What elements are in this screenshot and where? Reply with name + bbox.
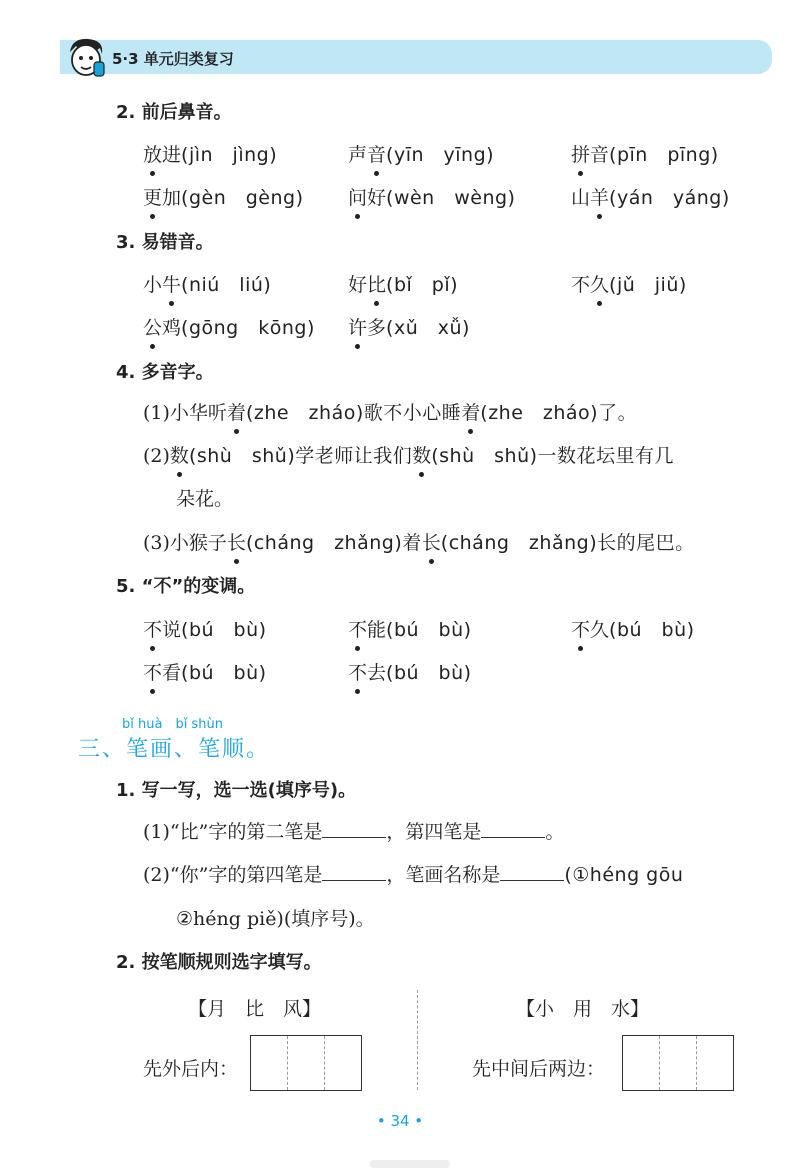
heading-stroke-order-fill: 2. 按笔顺规则选字填写。: [116, 952, 322, 973]
page-shadow: [370, 1160, 450, 1168]
fill-line: (1)“比”字的第二笔是 ，第四笔是 。: [143, 821, 565, 843]
student-mascot-icon: [64, 36, 108, 82]
word-item: 声音(yīn yīng): [348, 140, 494, 167]
heading-polyphonic: 4. 多音字。: [116, 362, 214, 383]
answer-blank[interactable]: [500, 862, 564, 881]
heading-write-choose: 1. 写一写，选一选(填序号)。: [116, 780, 357, 801]
grid-cell[interactable]: [623, 1036, 659, 1090]
heading-easy-mistakes: 3. 易错音。: [116, 232, 214, 253]
word-item: 问好(wèn wèng): [348, 183, 515, 210]
section-three-title: 三、笔画、笔顺。: [78, 737, 271, 762]
header-title: 5·3 单元归类复习: [112, 50, 234, 68]
grid-cell[interactable]: [696, 1036, 733, 1090]
grid-cell[interactable]: [287, 1036, 324, 1090]
word-item: 许多(xǔ xǚ): [348, 313, 470, 340]
section-three-pinyin: bǐ huà bǐ shùn: [122, 717, 223, 732]
answer-grid-left[interactable]: [250, 1035, 362, 1091]
heading-bu-tone-change: 5. “不”的变调。: [116, 576, 256, 597]
fill-line: (2)“你”字的第四笔是 ，笔画名称是 (①héng gōu: [143, 864, 684, 886]
answer-blank[interactable]: [481, 819, 545, 838]
word-item: 不去(bú bù): [348, 658, 472, 685]
word-item: 拼音(pīn pīng): [571, 140, 719, 167]
word-item: 好比(bǐ pǐ): [348, 270, 458, 297]
fill-line: ②héng piě)(填序号)。: [176, 908, 375, 930]
word-item: 不说(bú bù): [143, 615, 267, 642]
heading-nasal-finals: 2. 前后鼻音。: [116, 102, 232, 123]
answer-blank[interactable]: [322, 819, 386, 838]
char-choices-right: 【小 用 水】: [516, 998, 650, 1020]
grid-cell[interactable]: [659, 1036, 696, 1090]
answer-blank[interactable]: [322, 862, 386, 881]
rule-label-left: 先外后内：: [143, 1058, 239, 1080]
sentence-line: 朵花。: [176, 488, 234, 510]
rule-label-right: 先中间后两边：: [472, 1058, 606, 1080]
word-item: 公鸡(gōng kōng): [143, 313, 315, 340]
word-item: 不久(bú bù): [571, 615, 695, 642]
sentence-line: (3)小猴子长(cháng zhǎng)着长(cháng zhǎng)长的尾巴。: [143, 528, 695, 555]
word-item: 山羊(yán yáng): [571, 183, 730, 210]
answer-grid-right[interactable]: [622, 1035, 734, 1091]
word-item: 更加(gèn gèng): [143, 183, 304, 210]
sentence-line: (1)小华听着(zhe zháo)歌不小心睡着(zhe zháo)了。: [143, 398, 637, 425]
word-item: 不能(bú bù): [348, 615, 472, 642]
word-item: 小牛(niú liú): [143, 270, 271, 297]
word-item: 放进(jìn jìng): [143, 140, 277, 167]
grid-cell[interactable]: [324, 1036, 361, 1090]
divider-line: [417, 990, 418, 1090]
char-choices-left: 【月 比 风】: [188, 998, 322, 1020]
grid-cell[interactable]: [251, 1036, 287, 1090]
word-item: 不久(jǔ jiǔ): [571, 270, 687, 297]
sentence-line: (2)数(shù shǔ)学老师让我们数(shù shǔ)一数花坛里有几: [143, 441, 674, 468]
page-number: • 34 •: [376, 1112, 424, 1130]
word-item: 不看(bú bù): [143, 658, 267, 685]
